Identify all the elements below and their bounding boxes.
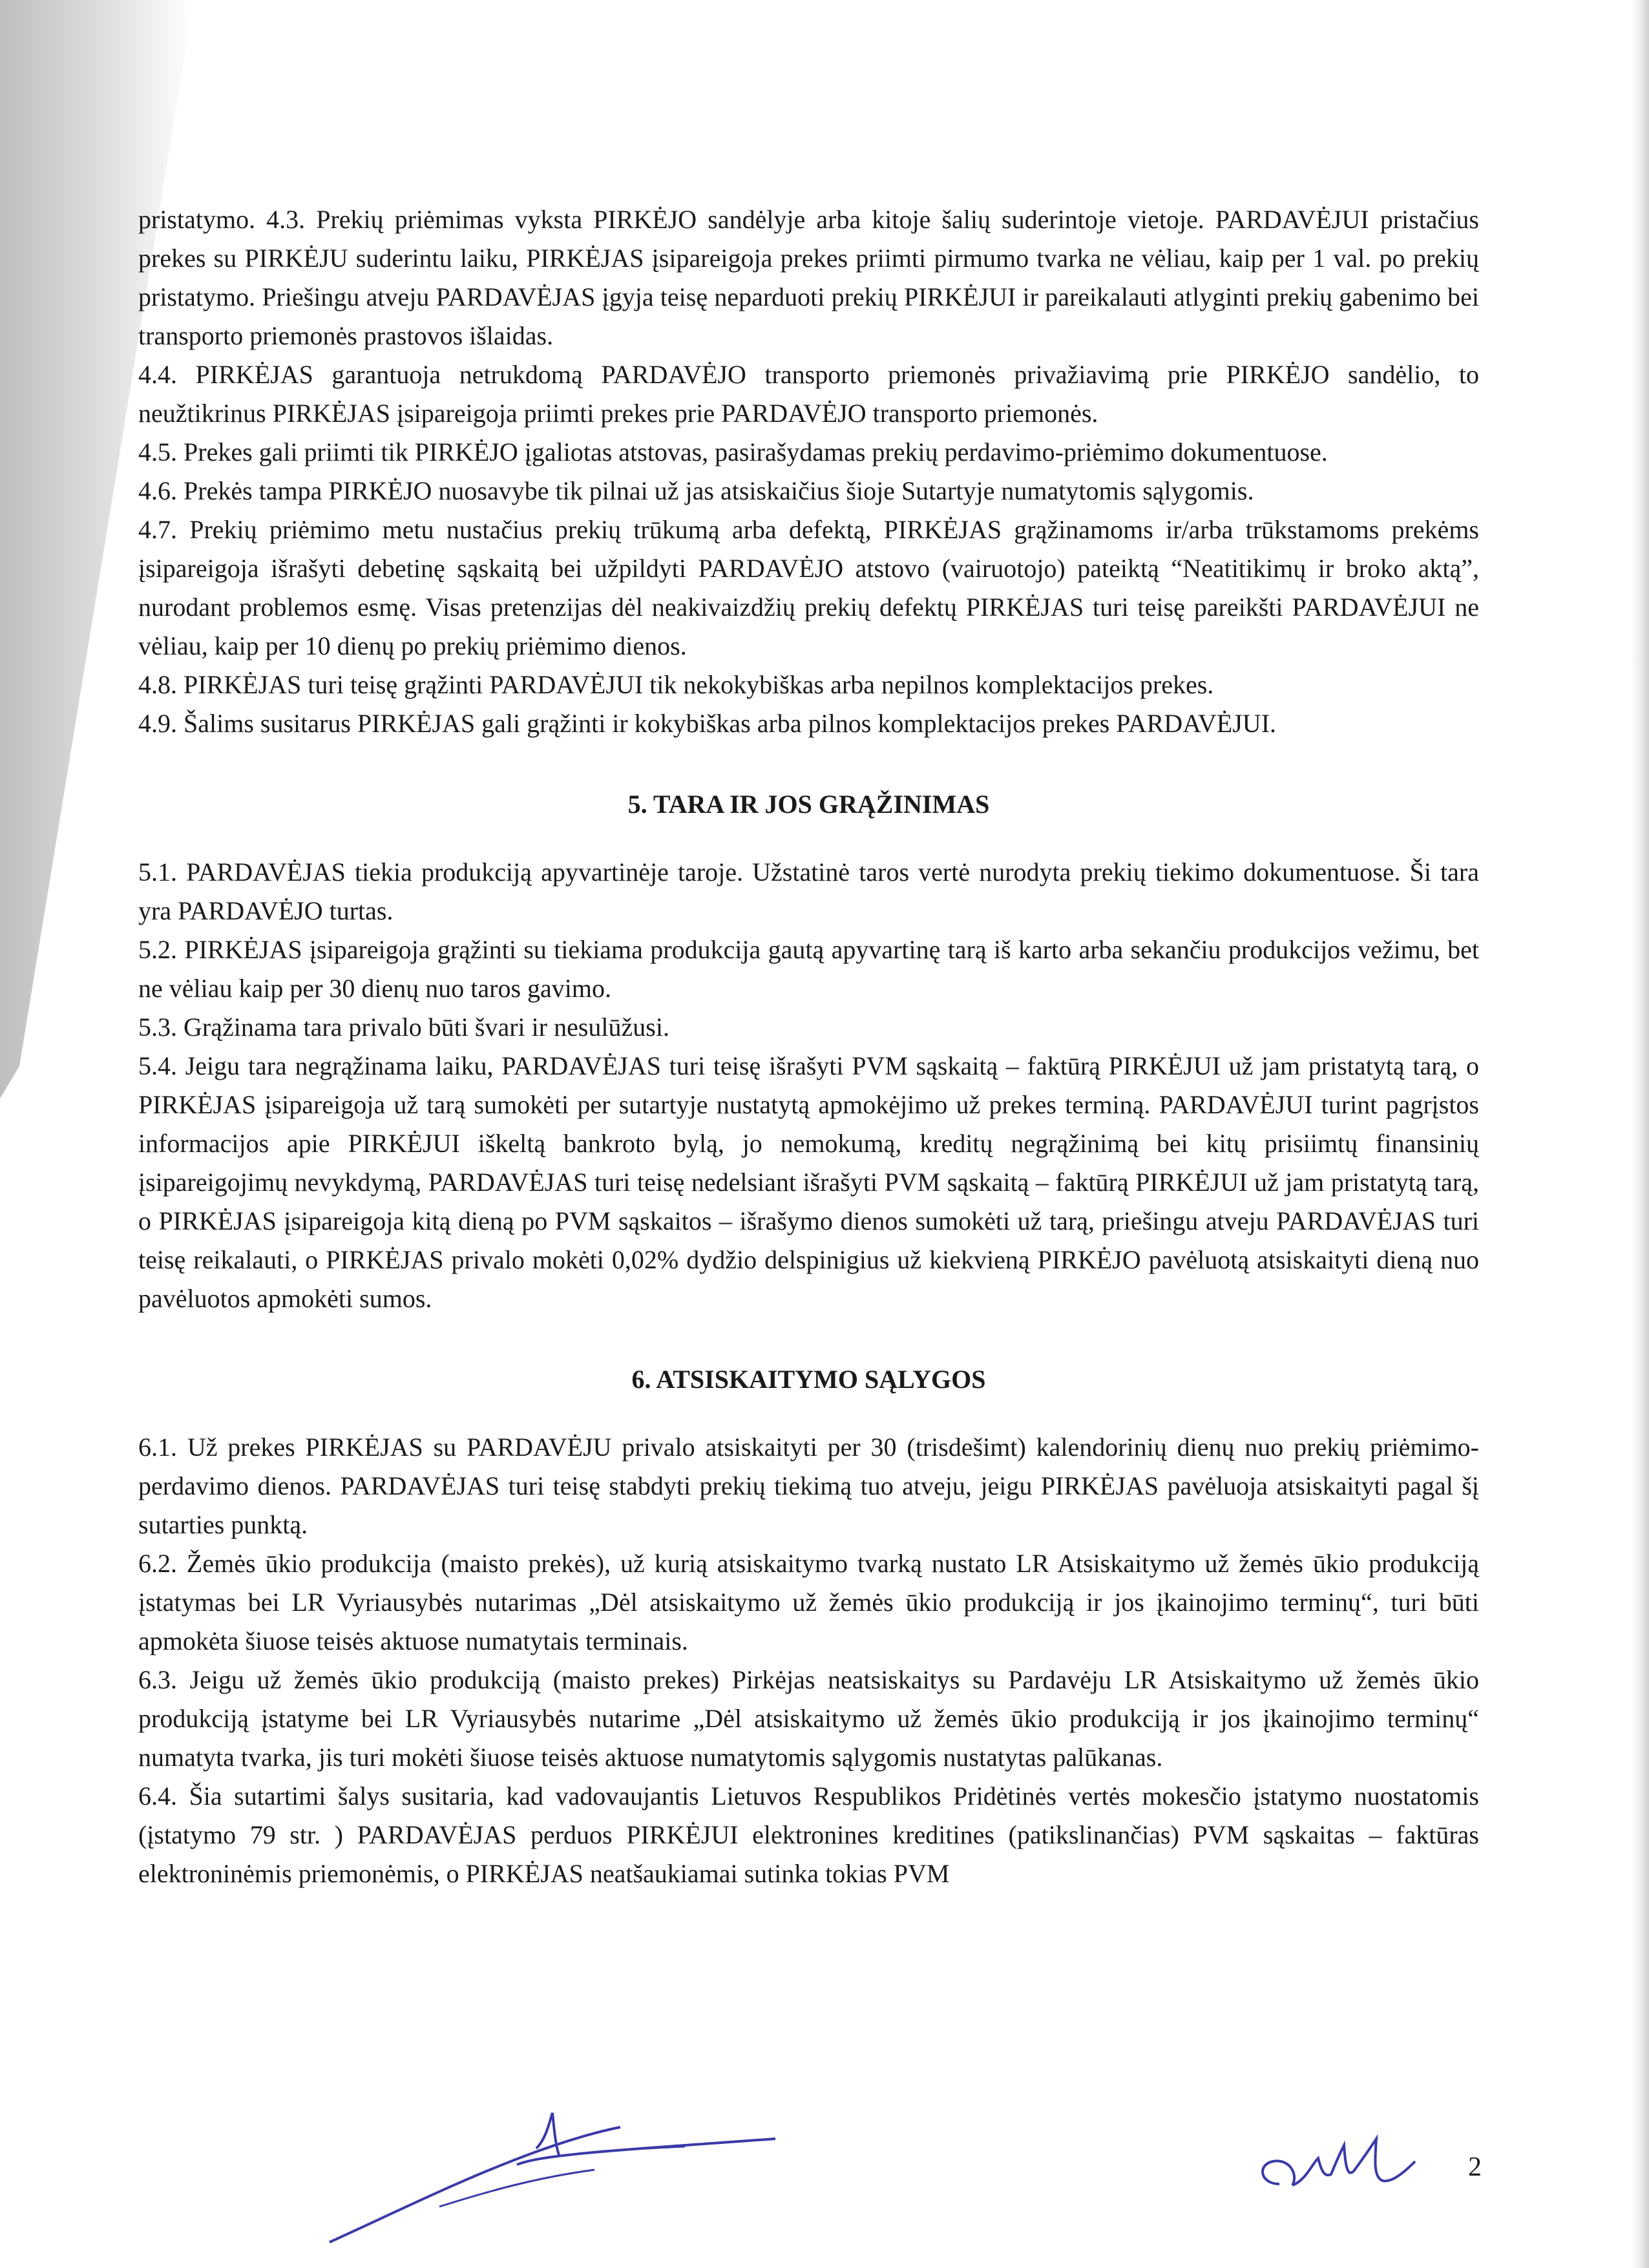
signature-left <box>323 2094 814 2262</box>
paragraph-4-6: 4.6. Prekės tampa PIRKĖJO nuosavybe tik pilnai už jas atsiskaičius šioje Sutartyje numatytomis sąlygomis. <box>138 476 1254 505</box>
section-5 <box>138 853 1479 1318</box>
paragraph-5-1: 5.1. PARDAVĖJAS tiekia produkciją apyvartinėje taroje. Užstatinė taros vertė nurodyta prekių tiekimo dokumentuose. Ši tara yra PARDAVĖJO turtas. <box>138 857 1479 925</box>
paragraph-5-4: 5.4. Jeigu tara negrąžinama laiku, PARDAVĖJAS turi teisę išrašyti PVM sąskaitą – faktūrą PIRKĖJUI už jam pristatytą tarą, o PIRKĖJAS įsipareigoja už tarą sumokėti per sutartyje nustatytą apmokėjimo už prekes terminą. PARDAVĖJUI turint pagrįstos informacijos apie PIRKĖJUI iškeltą bankroto bylą, jo nemokumą, kreditų negrąžinimą bei kitų prisiimtų finansinių įsipareigojimų nevykdymą, PARDAVĖJAS turi teisę nedelsiant išrašyti PVM sąskaitą – faktūrą PIRKĖJUI už jam pristatytą tarą, o PIRKĖJAS įsipareigoja kitą dieną po PVM sąskaitos – išrašymo dienos sumokėti už tarą, priešingu atveju PARDAVĖJAS turi teisę reikalauti, o PIRKĖJAS privalo mokėti 0,02% dydžio delspinigius už kiekvieną PIRKĖJO pavėluotą atsiskaityti dieną nuo pavėluotos apmokėti sumos. <box>138 1051 1479 1313</box>
section-6-title: 6. ATSISKAITYMO SĄLYGOS <box>631 1365 986 1394</box>
scan-shadow-right <box>1631 0 1649 2268</box>
paragraph-4-9: 4.9. Šalims susitarus PIRKĖJAS gali grąžinti ir kokybiškas arba pilnos komplektacijos prekes PARDAVĖJUI. <box>138 709 1277 738</box>
paragraph-4-7: 4.7. Prekių priėmimo metu nustačius prekių trūkumą arba defektą, PIRKĖJAS grąžinamoms ir/arba trūkstamoms prekėms įsipareigoja išrašyti debetinę sąskaitą bei užpildyti PARDAVĖJO atstovo (vairuotojo) pateiktą “Neatitikimų ir broko aktą”, nurodant problemos esmę. Visas pretenzijas dėl neakivaizdžių prekių defektų PIRKĖJAS turi teisę pareikšti PARDAVĖJUI ne vėliau, kaip per 10 dienų po prekių priėmimo dienos. <box>138 515 1479 660</box>
paragraph-4-5: 4.5. Prekes gali priimti tik PIRKĖJO įgaliotas atstovas, pasirašydamas prekių perdavimo-priėmimo dokumentuose. <box>138 437 1328 467</box>
section-6 <box>138 1428 1479 1893</box>
paragraph-6-3: 6.3. Jeigu už žemės ūkio produkciją (maisto prekes) Pirkėjas neatsiskaitys su Pardavėju LR Atsiskaitymo už žemės ūkio produkciją įstatyme bei LR Vyriausybės nutarime „Dėl atsiskaitymo už žemės ūkio produkciją ir jos įkainojimo terminų“ numatyta tvarka, jis turi mokėti šiuose teisės aktuose numatytomis sąlygomis nustatytas palūkanas. <box>138 1665 1479 1772</box>
paragraph-6-4: 6.4. Šia sutartimi šalys susitaria, kad vadovaujantis Lietuvos Respublikos Pridėtinės vertės mokesčio įstatymo nuostatomis (įstatymo 79 str. ) PARDAVĖJAS perduos PIRKĖJUI elektronines kreditines (patikslinančias) PVM sąskaitas – faktūras elektroninėmis priemonėmis, o PIRKĖJAS neatšaukiamai sutinka tokias PVM <box>138 1781 1479 1888</box>
page-number: 2 <box>1468 2152 1482 2182</box>
paragraph-4-8: 4.8. PIRKĖJAS turi teisę grąžinti PARDAVĖJUI tik nekokybiškas arba nepilnos komplektacijos prekes. <box>138 670 1214 699</box>
paragraph-5-3: 5.3. Grąžinama tara privalo būti švari ir nesulūžusi. <box>138 1013 669 1042</box>
section-4-continued <box>138 200 1479 743</box>
paragraph-5-2: 5.2. PIRKĖJAS įsipareigoja grąžinti su tiekiama produkcija gautą apyvartinę tarą iš karto arba sekančiu produkcijos vežimu, bet ne vėliau kaip per 30 dienų nuo taros gavimo. <box>138 935 1479 1003</box>
paragraph-6-1: 6.1. Už prekes PIRKĖJAS su PARDAVĖJU privalo atsiskaityti per 30 (trisdešimt) kalendorinių dienų nuo prekių priėmimo-perdavimo dienos. PARDAVĖJAS turi teisę stabdyti prekių tiekimą tuo atveju, jeigu PIRKĖJAS pavėluoja atsiskaityti pagal šį sutarties punktą. <box>138 1433 1479 1539</box>
paragraph-4-4: 4.4. PIRKĖJAS garantuoja netrukdomą PARDAVĖJO transporto priemonės privažiavimą prie PIRKĖJO sandėlio, to neužtikrinus PIRKĖJAS įsipareigoja priimti prekes prie PARDAVĖJO transporto priemonės. <box>138 360 1479 428</box>
section-5-title: 5. TARA IR JOS GRĄŽINIMAS <box>627 790 990 819</box>
document-page <box>138 200 1479 1893</box>
paragraph-4-3: pristatymo. 4.3. Prekių priėmimas vyksta PIRKĖJO sandėlyje arba kitoje šalių suderintoje vietoje. PARDAVĖJUI pristačius prekes su PIRKĖJU suderintu laiku, PIRKĖJAS įsipareigoja prekes priimti pirmumo tvarka ne vėliau, kaip per 1 val. po prekių pristatymo. Priešingu atveju PARDAVĖJAS įgyja teisę neparduoti prekių PIRKĖJUI ir pareikalauti atlyginti prekių gabenimo bei transporto priemonės prastovos išlaidas. <box>138 205 1479 350</box>
signature-right <box>1254 2126 1447 2216</box>
paragraph-6-2: 6.2. Žemės ūkio produkcija (maisto prekės), už kurią atsiskaitymo tvarką nustato LR Atsiskaitymo už žemės ūkio produkciją įstatymas bei LR Vyriausybės nutarimas „Dėl atsiskaitymo už žemės ūkio produkciją ir jos įkainojimo terminų“, turi būti apmokėta šiuose teisės aktuose numatytais terminais. <box>138 1549 1479 1655</box>
